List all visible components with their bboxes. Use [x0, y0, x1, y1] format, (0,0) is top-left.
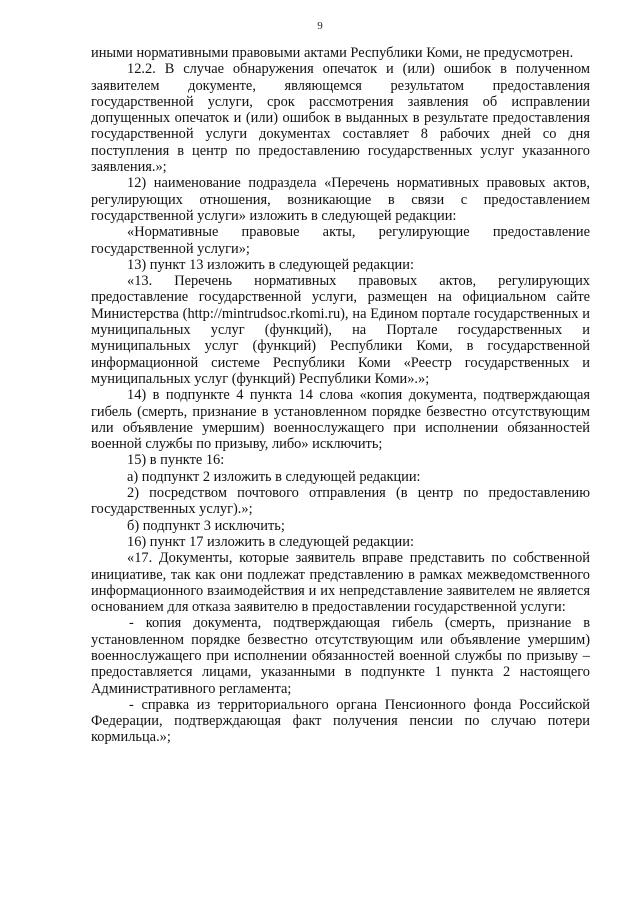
paragraph: 16) пункт 17 изложить в следующей редакции: [127, 533, 414, 550]
paragraph: иными нормативными правовыми актами Республики Коми, не предусмотрен. [91, 45, 574, 61]
page-number: 9 [317, 20, 323, 32]
paragraph: б) подпункт 3 исключить; [127, 517, 285, 534]
paragraph: «Нормативные правовые акты, регулирующие предоставление государственной услуги»; [91, 224, 590, 257]
paragraph: «17. Документы, которые заявитель вправе представить по собственной инициативе, так как они подлежат представлению в рамках межведомственного информационного взаимодействия и их непредставление заявителем не является основанием для отказа заявителю в предоставлении государственной услуги: [91, 550, 590, 616]
paragraph: 2) посредством почтового отправления (в центр по предоставлению государственных услуг).»; [91, 485, 590, 518]
document-body [91, 45, 590, 746]
paragraph: а) подпункт 2 изложить в следующей редакции: [127, 468, 421, 485]
paragraph: 12.2. В случае обнаружения опечаток и (или) ошибок в полученном заявителем документе, являющемся результатом предоставления государственной услуги, срок рассмотрения заявления об исправлении допущенных опечаток и (или) ошибок в выданных в результате предоставления государственной услуги документах составляет 8 рабочих дней со дня поступления в центр по предоставлению государственных услуг указанного заявления.»; [91, 61, 590, 176]
paragraph: 12) наименование подраздела «Перечень нормативных правовых актов, регулирующих отношения, возникающие в связи с предоставлением государственной услуги» изложить в следующей редакции: [91, 175, 590, 224]
paragraph: «13. Перечень нормативных правовых актов, регулирующих предоставление государственной услуги, размещен на официальном сайте Министерства (http://mintrudsoc.rkomi.ru), на Едином портале государственных и муниципальных услуг (функций), на Портале государственных и муниципальных услуг (функций) Республики Коми, в государственной информационной системе Республики Коми «Реестр государственных и муниципальных услуг (функций) Республики Коми».»; [91, 273, 590, 387]
paragraph: 14) в подпункте 4 пункта 14 слова «копия документа, подтверждающая гибель (смерть, признание в установленном порядке безвестно отсутствующим или объявление умершим) военнослужащего при исполнении обязанностей военной службы по призыву, либо» исключить; [91, 387, 590, 453]
list-item: - копия документа, подтверждающая гибель (смерть, признание в установленном порядке безвестно отсутствующим или объявление умершим) военнослужащего при исполнении обязанностей военной службы по призыву – предоставляется лицами, указанными в подпункте 1 пункта 2 настоящего Административного регламента; [91, 615, 590, 697]
list-item: - справка из территориального органа Пенсионного фонда Российской Федерации, подтверждающая факт получения пенсии по случаю потери кормильца.»; [91, 696, 590, 746]
paragraph: 15) в пункте 16: [127, 452, 225, 469]
paragraph: 13) пункт 13 изложить в следующей редакции: [127, 256, 414, 273]
